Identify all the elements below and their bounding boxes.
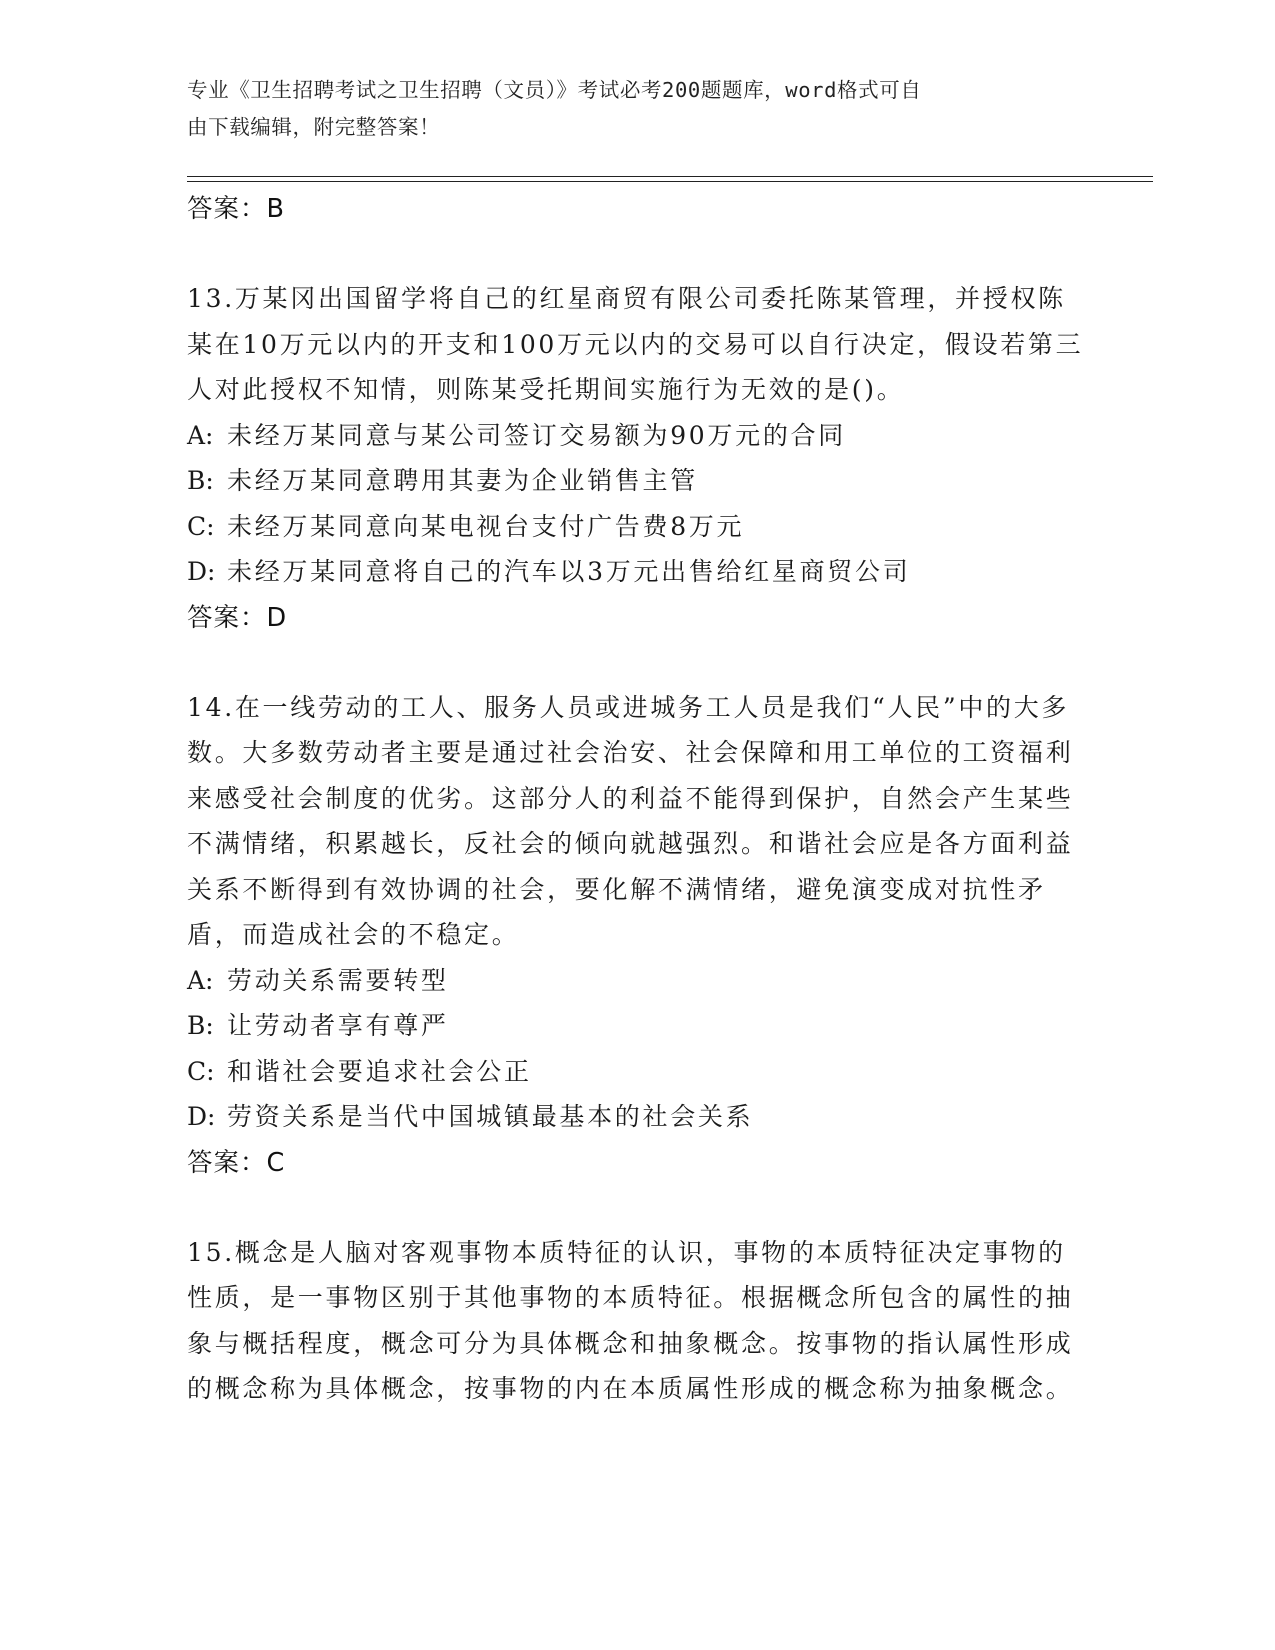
option-a: [187, 413, 1087, 459]
option-key: A:: [187, 420, 214, 450]
option-text: 未经万某同意与某公司签订交易额为90万元的合同: [227, 420, 846, 450]
option-b: [187, 458, 1087, 504]
answer-line: [187, 595, 1087, 641]
answer-label: 答案：: [187, 1147, 267, 1178]
answer-label: 答案：: [187, 602, 267, 633]
header-line-2: 由下载编辑，附完整答案！: [187, 115, 441, 139]
question-13: [187, 276, 1087, 641]
answer-line: [187, 186, 1087, 232]
option-c: [187, 504, 1087, 550]
option-c: [187, 1049, 1087, 1095]
header-line-1: 专业《卫生招聘考试之卫生招聘（文员）》考试必考200题题库，word格式可自: [187, 78, 922, 102]
answer-value: C: [266, 1147, 286, 1178]
option-d: [187, 549, 1087, 595]
answer-label: 答案：: [187, 194, 267, 224]
option-text: 让劳动者享有尊严: [227, 1011, 449, 1040]
option-text: 未经万某同意将自己的汽车以3万元出售给红星商贸公司: [227, 557, 911, 586]
option-text: 和谐社会要追求社会公正: [227, 1056, 532, 1086]
answer-value: D: [266, 602, 288, 633]
option-key: D:: [187, 557, 216, 586]
answer-value: B: [266, 194, 286, 224]
option-key: B:: [187, 466, 214, 495]
option-text: 未经万某同意向某电视台支付广告费8万元: [227, 511, 745, 541]
option-text: 劳资关系是当代中国城镇最基本的社会关系: [227, 1102, 754, 1131]
question-stem: 13.万某冈出国留学将自己的红星商贸有限公司委托陈某管理，并授权陈某在10万元以内的开支和100万元以内的交易可以自行决定，假设若第三人对此授权不知情，则陈某受托期间实施行为无效的是()。: [187, 284, 1084, 404]
option-b: [187, 1003, 1087, 1049]
option-text: 劳动关系需要转型: [227, 965, 449, 995]
option-key: C:: [187, 1056, 215, 1086]
option-a: [187, 958, 1087, 1004]
option-d: [187, 1094, 1087, 1140]
question-stem: 14.在一线劳动的工人、服务人员或进城务工人员是我们“人民”中的大多数。大多数劳动者主要是通过社会治安、社会保障和用工单位的工资福利来感受社会制度的优劣。这部分人的利益不能得到保护，自然会产生某些不满情绪，积累越长，反社会的倾向就越强烈。和谐社会应是各方面利益关系不断得到有效协调的社会，要化解不满情绪，避免演变成对抗性矛盾，而造成社会的不稳定。: [187, 692, 1074, 949]
header-rule-top: [187, 176, 1153, 177]
question-15: [187, 1230, 1087, 1412]
option-key: D:: [187, 1102, 216, 1131]
page-header: [187, 72, 1067, 146]
option-key: B:: [187, 1011, 214, 1040]
question-14: [187, 685, 1087, 1186]
option-text: 未经万某同意聘用其妻为企业销售主管: [227, 466, 698, 495]
question-stem: 15.概念是人脑对客观事物本质特征的认识，事物的本质特征决定事物的性质，是一事物区别于其他事物的本质特征。根据概念所包含的属性的抽象与概括程度，概念可分为具体概念和抽象概念。按事物的指认属性形成的概念称为具体概念，按事物的内在本质属性形成的概念称为抽象概念。: [187, 1237, 1074, 1403]
option-key: A:: [187, 965, 214, 995]
question-list: [187, 186, 1087, 1412]
option-key: C:: [187, 511, 215, 541]
header-rule-bottom: [187, 181, 1153, 182]
answer-line: [187, 1140, 1087, 1186]
